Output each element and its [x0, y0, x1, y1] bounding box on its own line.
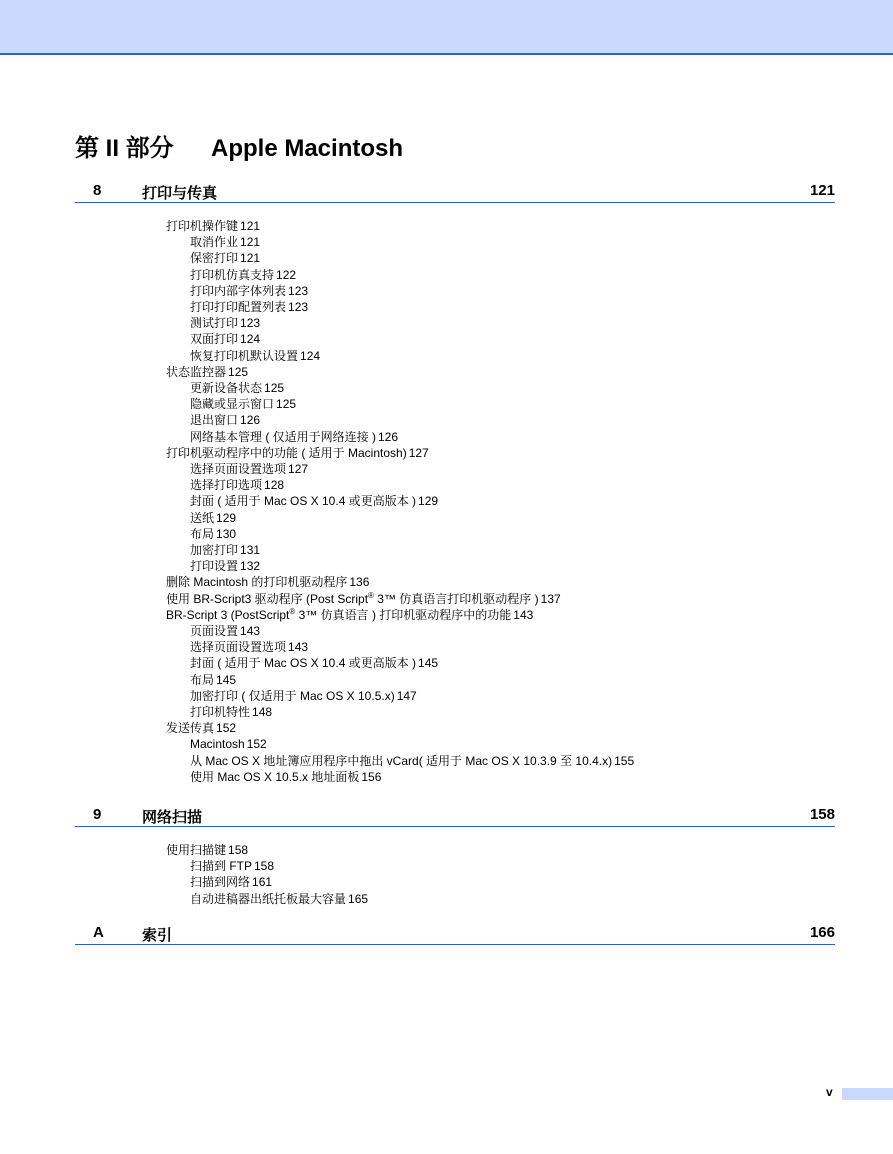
toc-entry-text-main: 网络基本管理 ( 仅适用于网络连接 ): [190, 429, 376, 444]
toc-entry-page: 127: [408, 445, 429, 460]
toc-entry-text: [190, 429, 376, 445]
toc-entry-text-main: 状态监控器: [166, 364, 227, 379]
toc-entry-text: [190, 412, 238, 428]
toc-entry-text-main: 双面打印: [190, 332, 239, 347]
toc-entry-page: 152: [216, 721, 237, 736]
toc-entry-text-main: 恢复打印机默认设置: [190, 348, 299, 363]
toc-entry-text: [190, 623, 238, 639]
toc-entry-page: 137: [540, 591, 561, 606]
toc-entry-text-main: 选择页面设置选项: [190, 640, 287, 655]
toc-entry-page: 152: [246, 737, 267, 752]
toc-entry-text: [166, 591, 539, 607]
toc-entry-page: 161: [252, 875, 273, 890]
header-band: [0, 0, 893, 55]
toc-entry-page: 165: [348, 891, 369, 906]
toc-entry-page: 130: [216, 526, 237, 541]
toc-entry-text-main: 打印机驱动程序中的功能 ( 适用于 Macintosh): [166, 445, 407, 460]
toc-entry-page: 121: [240, 219, 261, 233]
toc-entry-page: 123: [288, 300, 309, 314]
toc-entry-text: [166, 607, 511, 623]
toc-entry-page: 126: [378, 429, 399, 444]
chapter-title: 打印与传真: [142, 185, 218, 202]
toc-entry-text-main: 加密打印: [190, 543, 239, 557]
toc-entry-text-main: 打印打印配置列表: [190, 300, 287, 314]
toc-entry-page: 158: [228, 843, 249, 857]
toc-entry-page: 124: [300, 348, 321, 363]
part-title: [75, 128, 403, 163]
toc-entry-text-main: 发送传真: [166, 721, 215, 736]
toc-entry-text: [190, 331, 238, 347]
toc-entry-text: [190, 348, 298, 364]
toc-entry-page: 145: [216, 672, 237, 687]
footer-tab: [842, 1088, 893, 1100]
toc-entry-text: [190, 234, 238, 250]
toc-entry-text-main: 打印机特性: [190, 705, 251, 719]
toc-entry-text-main: 选择页面设置选项: [190, 462, 287, 476]
toc-entry-page: 147: [396, 688, 417, 703]
toc-entry-text-main: 扫描到网络: [190, 875, 251, 890]
toc-entry-text: [190, 736, 245, 752]
toc-entry-text-main: 选择打印选项: [190, 478, 263, 493]
toc-entry-page: 123: [288, 283, 309, 298]
toc-entry-text: [190, 526, 214, 542]
toc-entry-text-main: 封面 ( 适用于 Mac OS X 10.4 或更高版本 ): [190, 494, 417, 509]
toc-entry-page: 127: [288, 462, 309, 476]
toc-entry-text: [190, 769, 359, 785]
toc-entry-page: 148: [252, 705, 273, 719]
toc-entry-page: 125: [228, 364, 249, 379]
toc-entry-text: [190, 315, 238, 331]
toc-entry-text: [190, 639, 286, 655]
toc-entry-text: [190, 891, 346, 907]
toc-entry-text-main: 布局: [190, 526, 215, 541]
toc-entry-text: [166, 720, 214, 736]
toc-entry-page: 123: [240, 316, 261, 331]
toc-entry-text-main: 更新设备状态: [190, 381, 263, 395]
toc-entry-page: 143: [513, 607, 534, 622]
toc-entry-text-main: 隐藏或显示窗口: [190, 397, 275, 412]
toc-entry-text: [166, 445, 407, 461]
registered-mark: ®: [289, 606, 296, 616]
toc-entry-text: [166, 364, 226, 380]
toc-entry-text-main: Macintosh: [190, 737, 245, 752]
toc-entry-text-main: 测试打印: [190, 316, 239, 331]
toc-entry-text: [190, 672, 214, 688]
toc-entry-text: [190, 461, 286, 477]
chapter-number: 8: [93, 182, 102, 199]
toc-entry-text-rest: 3™ 仿真语言打印机驱动程序 ): [373, 591, 539, 606]
toc-entry-text: [190, 493, 416, 509]
toc-entry-text-main: 加密打印 ( 仅适用于 Mac OS X 10.5.x): [190, 688, 395, 703]
toc-entry-text: [166, 218, 238, 234]
toc-entry-page: 124: [240, 332, 261, 347]
chapter-number: 9: [93, 806, 102, 823]
toc-entry-text-main: 打印内部字体列表: [190, 283, 287, 298]
chapter-page: 121: [809, 182, 835, 199]
toc-entry-text-main: 从 Mac OS X 地址簿应用程序中拖出 vCard( 适用于 Mac OS X 10.3.9 至 10.4.x): [190, 753, 613, 768]
toc-entry-text: [190, 558, 238, 574]
toc-entry-text-main: 封面 ( 适用于 Mac OS X 10.4 或更高版本 ): [190, 656, 417, 671]
toc-entry-text: [190, 477, 262, 493]
toc-entry-text: [190, 874, 250, 890]
toc-entry-text-main: 扫描到 FTP: [190, 859, 252, 874]
toc-entry-text-main: 退出窗口: [190, 413, 239, 428]
toc-entry-text-main: 保密打印: [190, 251, 239, 266]
toc-entry-text: [190, 542, 238, 558]
toc-entry-page: 121: [240, 235, 261, 250]
toc-entry-page: 125: [264, 381, 285, 395]
part-label: 第 II 部分: [75, 135, 174, 162]
toc-entry-text: [190, 380, 262, 396]
toc-entry-page: 156: [361, 769, 382, 784]
toc-entry-page: 131: [240, 543, 261, 557]
toc-entry-text-main: 删除 Macintosh 的打印机驱动程序: [166, 575, 348, 590]
toc-entry-text: [166, 842, 226, 858]
toc-entry-text: [190, 510, 214, 526]
toc-entry-text: [190, 753, 612, 769]
toc-entry-text-rest: 3™ 仿真语言 ) 打印机驱动程序中的功能: [295, 607, 512, 622]
chapter-heading[interactable]: [75, 182, 835, 203]
chapter-title: 索引: [142, 927, 173, 944]
toc-entry-text-main: 使用扫描键: [166, 843, 227, 857]
toc-entry-text: [190, 250, 238, 266]
toc-entry-page: 126: [240, 413, 261, 428]
chapter-heading[interactable]: [75, 806, 835, 827]
toc-entry-text-main: 送纸: [190, 510, 215, 525]
toc-entry-text: [190, 283, 286, 299]
toc-entry-page: 143: [288, 640, 309, 655]
toc-entry-page: 129: [418, 494, 439, 509]
toc-entry-page: 121: [240, 251, 261, 266]
chapter-page: 158: [809, 806, 835, 823]
part-name: Apple Macintosh: [211, 135, 404, 162]
toc-entry-text: [190, 688, 395, 704]
footer-page-number: v: [826, 1085, 833, 1099]
chapter-title: 网络扫描: [142, 809, 203, 826]
toc-entry-text-main: 布局: [190, 672, 215, 687]
toc-entry-page: 132: [240, 559, 261, 574]
toc-entry-text-main: 自动进稿器出纸托板最大容量: [190, 891, 347, 906]
toc-entry-page: 136: [349, 575, 370, 590]
toc-entry-text-main: 页面设置: [190, 624, 239, 638]
toc-entry-text-main: BR-Script 3 (PostScript: [166, 607, 290, 622]
toc-entry-page: 129: [216, 510, 237, 525]
toc-entry-text: [190, 858, 252, 874]
toc-entry-page: 143: [240, 624, 261, 638]
toc-entry-text-main: 取消作业: [190, 235, 239, 250]
toc-entry-text-main: 打印设置: [190, 559, 239, 574]
toc-entry-page: 158: [254, 859, 275, 874]
toc-entry-page: 122: [276, 267, 297, 282]
toc-entry-page: 155: [614, 753, 635, 768]
toc-entry-page: 128: [264, 478, 285, 493]
toc-entry-text: [190, 396, 274, 412]
toc-entry-text: [190, 299, 286, 315]
toc-entry-page: 145: [418, 656, 439, 671]
toc-entry-text-main: 打印机操作键: [166, 219, 239, 233]
chapter-heading[interactable]: [75, 924, 835, 945]
chapter-page: 166: [809, 924, 835, 941]
toc-entry-text-main: 使用 Mac OS X 10.5.x 地址面板: [190, 769, 360, 784]
toc-entry-text: [166, 574, 347, 590]
toc-entry-text-main: 打印机仿真支持: [190, 267, 275, 282]
toc-entry-page: 125: [276, 397, 297, 412]
toc-entry-text: [190, 655, 416, 671]
toc-entry-text: [190, 267, 274, 283]
chapter-number: A: [93, 924, 104, 941]
registered-mark: ®: [368, 590, 374, 600]
toc-entry-text: [190, 704, 250, 720]
toc-entry-text-main: 使用 BR-Script3 驱动程序 (Post Script: [166, 591, 369, 606]
